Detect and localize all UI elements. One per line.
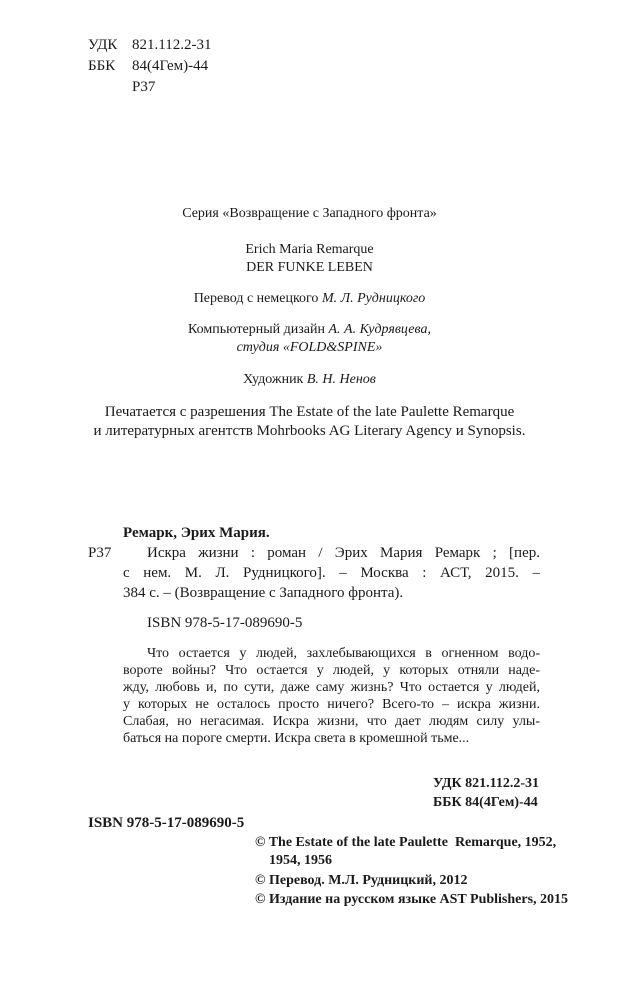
copyright-line: © Перевод. М.Л. Рудницкий, 2012 xyxy=(255,873,468,888)
copyright-line: 1954, 1956 xyxy=(269,853,332,868)
translation-label: Перевод с немецкого xyxy=(193,291,319,306)
artist-line xyxy=(0,371,619,389)
permission-line-2: и литературных агентств Mohrbooks AG Literary Agency и Synopsis. xyxy=(93,423,526,439)
catalog-line: с нем. М. Л. Рудницкого]. – Москва : АСТ, 2015. – xyxy=(123,565,540,581)
card-bbk: ББК 84(4Гем)-44 xyxy=(433,795,538,810)
abstract-line: баться на пороге смерти. Искра света в кромешной тьме... xyxy=(123,731,470,746)
abstract-line: вороте войны? Что остается у людей, у которых отняли наде- xyxy=(123,663,540,678)
designer: А. А. Кудрявцева, xyxy=(328,322,431,337)
copyright-line: © The Estate of the late Paulette Remarque, 1952, xyxy=(255,835,557,850)
catalog-isbn: ISBN 978-5-17-089690-5 xyxy=(147,615,303,631)
translation-line xyxy=(0,290,619,308)
catalog-line: 384 с. – (Возвращение с Западного фронта). xyxy=(123,585,404,601)
abstract-line: жду, любовь и, по сути, даже саму жизнь? Что остается у людей, xyxy=(123,680,540,695)
series-line: Серия «Возвращение с Западного фронта» xyxy=(182,206,437,221)
card-udk: УДК 821.112.2-31 xyxy=(433,776,540,791)
catalog-heading: Ремарк, Эрих Мария. xyxy=(123,525,270,541)
studio-line xyxy=(0,339,619,357)
footer-isbn: ISBN 978-5-17-089690-5 xyxy=(88,815,245,831)
artist-label: Художник xyxy=(243,372,304,387)
permission-line-1: Печатается с разрешения The Estate of the late Paulette Remarque xyxy=(104,404,515,420)
abstract-line: у которых не осталось просто ничего? Всего-то – искра жизни. xyxy=(123,697,540,712)
abstract-line: Что остается у людей, захлебывающихся в огненном водо- xyxy=(147,646,540,661)
studio: студия «FOLD&SPINE» xyxy=(236,340,383,355)
catalog-line: Искра жизни : роман / Эрих Мария Ремарк ; [пер. xyxy=(147,545,540,561)
catalog-mark: Р37 xyxy=(88,545,112,561)
copyright-line: © Издание на русском языке AST Publishers, 2015 xyxy=(255,892,569,907)
udk-value: 821.112.2-31 xyxy=(132,37,212,53)
original-author: Erich Maria Remarque xyxy=(245,242,374,257)
design-label: Компьютерный дизайн xyxy=(188,322,325,337)
artist: В. Н. Ненов xyxy=(306,372,376,387)
design-line xyxy=(0,321,619,339)
bbk-label: ББК xyxy=(88,58,116,74)
bbk-value: 84(4Гем)-44 xyxy=(132,58,209,74)
author-mark: Р37 xyxy=(132,79,156,95)
translator: М. Л. Рудницкого xyxy=(321,291,426,306)
original-title: DER FUNKE LEBEN xyxy=(246,260,373,275)
udk-label: УДК xyxy=(88,37,118,53)
abstract-line: Слабая, но негасимая. Искра жизни, что дает людям силу улы- xyxy=(123,714,540,729)
